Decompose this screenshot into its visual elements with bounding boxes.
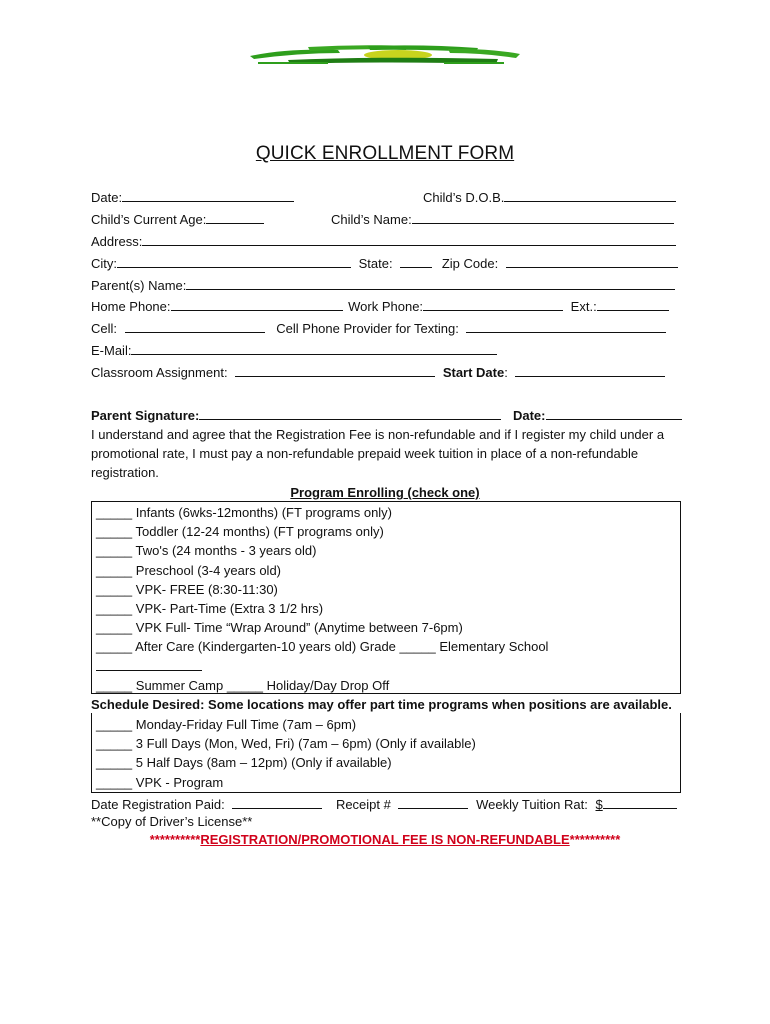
cell-input[interactable] [125, 320, 265, 333]
child-dob-field [423, 189, 676, 205]
schedule-item[interactable] [96, 753, 476, 772]
schedule-item-label: 3 Full Days (Mon, Wed, Fri) (7am – 6pm) (Only if available) [135, 736, 476, 752]
signature-date-input[interactable] [546, 407, 682, 420]
holiday-label: Holiday/Day Drop Off [266, 677, 390, 693]
dollar-sign: $ [595, 797, 603, 812]
address-label: Address: [91, 234, 143, 249]
check-blank[interactable]: _____ [96, 601, 133, 617]
payment-row [91, 796, 677, 812]
check-blank[interactable]: _____ [96, 505, 133, 520]
zip-input[interactable] [506, 255, 678, 268]
signature-row [91, 407, 682, 423]
program-item-summer[interactable] [96, 676, 548, 695]
check-blank[interactable]: _____ [96, 581, 133, 597]
email-field [91, 342, 497, 358]
check-blank[interactable]: _____ [96, 677, 133, 693]
schedule-item[interactable] [96, 715, 476, 734]
child-dob-input[interactable] [504, 189, 676, 202]
program-item-label: VPK Full- Time “Wrap Around” (Anytime between 7-6pm) [135, 620, 463, 636]
check-blank[interactable]: _____ [96, 736, 133, 752]
city-label: City: [91, 256, 117, 271]
agreement-text: I understand and agree that the Registration Fee is non-refundable and if I register my child under a promotional rate, I must pay a non-refundable prepaid week tuition in place of a non-refundable registration. [91, 427, 665, 480]
check-blank[interactable]: _____ [96, 717, 133, 732]
program-heading: Program Enrolling (check one) [290, 485, 480, 500]
notice-stars-right: ********** [569, 832, 621, 847]
program-item-label: VPK- Part-Time (Extra 3 1/2 hrs) [135, 601, 324, 617]
date-paid-label: Date Registration Paid: [91, 797, 225, 812]
program-item-label: Toddler (12-24 months) (FT programs only) [135, 524, 384, 540]
date-label: Date: [91, 190, 123, 205]
signature-date-label: Date: [512, 408, 546, 423]
program-item[interactable] [96, 503, 548, 522]
program-item-after-care[interactable] [96, 637, 548, 656]
cell-label: Cell: [91, 321, 118, 336]
notice-text: REGISTRATION/PROMOTIONAL FEE IS NON-REFUNDABLE [200, 832, 570, 847]
after-care-label: After Care (Kindergarten-10 years old) Grade [135, 639, 396, 655]
current-age-field [91, 211, 264, 227]
notice-stars-left: ********** [149, 832, 201, 847]
cell-row [91, 320, 666, 336]
form-title: QUICK ENROLLMENT FORM [255, 143, 515, 164]
check-blank[interactable]: _____ [96, 543, 133, 559]
ext-label: Ext.: [570, 299, 597, 314]
check-blank[interactable]: _____ [96, 620, 133, 636]
drivers-license-note: **Copy of Driver’s License** [91, 814, 253, 829]
start-date-label: Start Date [442, 365, 505, 380]
program-item[interactable] [96, 541, 548, 560]
schedule-heading: Schedule Desired: Some locations may offer part time programs when positions are available. [91, 697, 672, 712]
classroom-input[interactable] [235, 364, 435, 377]
email-label: E-Mail: [91, 343, 132, 358]
current-age-input[interactable] [206, 211, 264, 224]
schedule-item-label: VPK - Program [135, 774, 224, 790]
parent-signature-input[interactable] [199, 407, 501, 420]
program-item[interactable] [96, 618, 548, 637]
school-logo [248, 44, 524, 68]
city-input[interactable] [117, 255, 351, 268]
work-phone-input[interactable] [423, 298, 563, 311]
receipt-label: Receipt # [335, 797, 391, 812]
start-date-colon: : [504, 365, 508, 380]
address-field [91, 233, 676, 249]
current-age-label: Child’s Current Age: [91, 212, 207, 227]
child-name-label: Child’s Name: [331, 212, 412, 227]
schedule-item[interactable] [96, 773, 476, 792]
receipt-input[interactable] [398, 796, 468, 809]
summer-camp-label: Summer Camp [135, 677, 224, 693]
check-blank[interactable]: _____ [96, 562, 133, 578]
parents-name-input[interactable] [186, 277, 675, 290]
check-blank[interactable]: _____ [96, 755, 133, 771]
cell-provider-input[interactable] [466, 320, 666, 333]
schedule-item[interactable] [96, 734, 476, 753]
program-item[interactable] [96, 522, 548, 541]
program-item[interactable] [96, 561, 548, 580]
check-blank[interactable]: _____ [96, 524, 133, 540]
date-input[interactable] [122, 189, 294, 202]
schedule-item-label: Monday-Friday Full Time (7am – 6pm) [135, 717, 357, 732]
state-label: State: [358, 256, 393, 271]
grade-blank[interactable]: _____ [399, 639, 436, 655]
program-list [96, 503, 548, 695]
schedule-item-label: 5 Half Days (8am – 12pm) (Only if available) [135, 755, 392, 771]
child-name-field [331, 211, 674, 227]
parents-name-label: Parent(s) Name: [91, 278, 187, 293]
state-input[interactable] [400, 255, 432, 268]
holiday-blank[interactable]: _____ [226, 677, 263, 693]
address-input[interactable] [142, 233, 676, 246]
weekly-tuition-input[interactable] [603, 796, 677, 809]
home-phone-label: Home Phone: [91, 299, 171, 314]
elementary-school-input[interactable] [96, 658, 202, 671]
non-refundable-notice [0, 832, 770, 847]
cell-provider-label: Cell Phone Provider for Texting: [276, 321, 459, 336]
zip-label: Zip Code: [441, 256, 499, 271]
program-item-label: Infants (6wks-12months) (FT programs only) [135, 505, 393, 520]
date-paid-input[interactable] [232, 796, 322, 809]
check-blank[interactable]: _____ [96, 774, 133, 790]
classroom-label: Classroom Assignment: [91, 365, 228, 380]
ext-input[interactable] [597, 298, 669, 311]
classroom-row [91, 364, 665, 380]
email-input[interactable] [131, 342, 497, 355]
elementary-label: Elementary School [439, 639, 549, 655]
program-item-label: Two's (24 months - 3 years old) [135, 543, 317, 559]
work-phone-label: Work Phone: [348, 299, 424, 314]
parent-signature-label: Parent Signature: [91, 408, 200, 423]
city-row [91, 255, 678, 271]
start-date-input[interactable] [515, 364, 665, 377]
child-dob-label: Child’s D.O.B. [423, 190, 505, 205]
program-item-label: Preschool (3-4 years old) [135, 562, 282, 578]
date-field [91, 189, 294, 205]
home-phone-input[interactable] [171, 298, 343, 311]
child-name-input[interactable] [412, 211, 674, 224]
check-blank[interactable]: _____ [96, 639, 133, 655]
phone-row [91, 298, 669, 314]
program-item[interactable] [96, 580, 548, 599]
parents-name-field [91, 277, 675, 293]
program-item[interactable] [96, 599, 548, 618]
elementary-school-line-row [96, 657, 548, 676]
program-item-label: VPK- FREE (8:30-11:30) [135, 581, 278, 597]
weekly-tuition-label: Weekly Tuition Rat: [476, 797, 588, 812]
schedule-list [96, 715, 476, 792]
